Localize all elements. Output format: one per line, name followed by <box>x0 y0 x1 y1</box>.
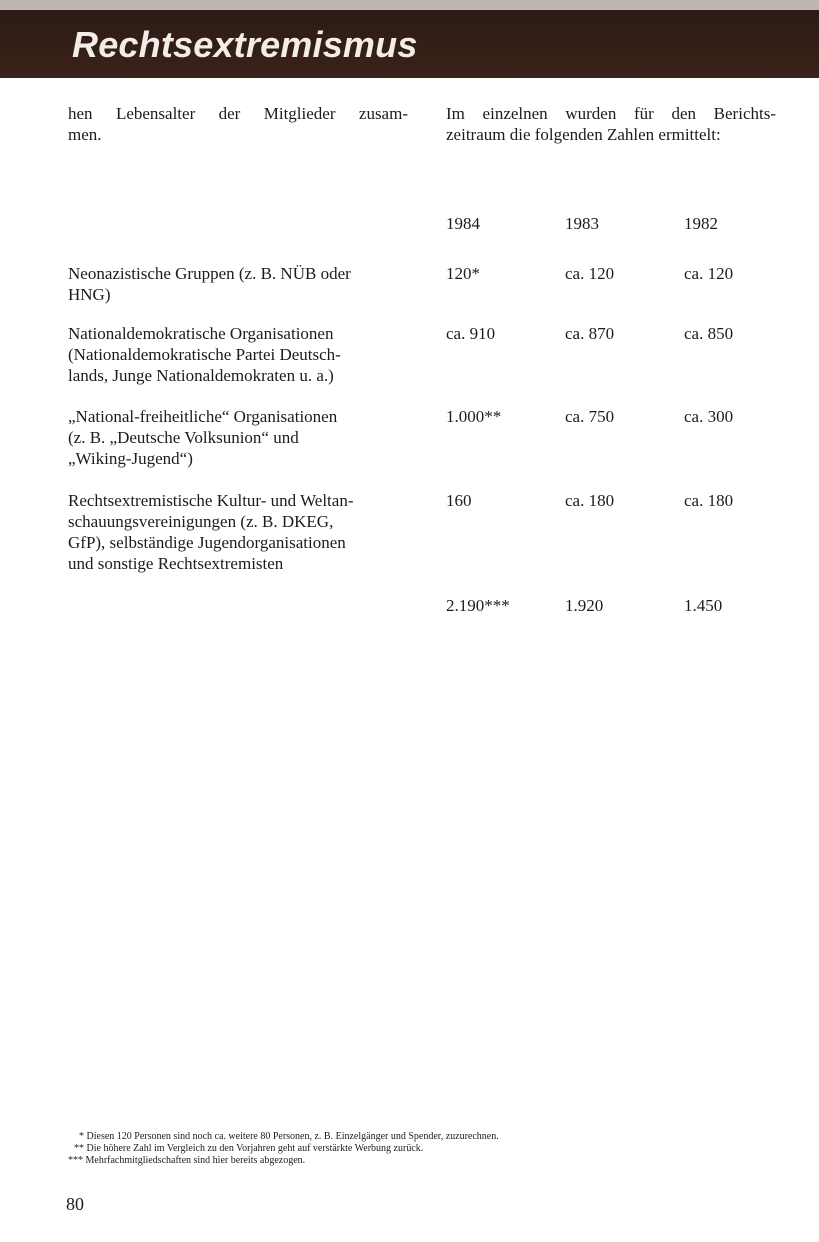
table-cell-1984: 120* <box>446 264 480 283</box>
intro-left-paragraph <box>68 103 408 145</box>
table-cell-1983: ca. 180 <box>565 491 615 510</box>
intro-left-line: men. <box>68 125 102 144</box>
row-label-line: „Wiking-Jugend“) <box>68 449 193 468</box>
banner-top-strip <box>0 0 819 10</box>
table-cell-1984: ca. 910 <box>446 324 496 343</box>
row-label-line: GfP), selbständige Jugendorganisationen <box>68 533 346 552</box>
table-row-label <box>68 406 413 469</box>
row-label-line: (z. B. „Deutsche Volksunion“ und <box>68 428 299 447</box>
row-label-line: (Nationaldemokratische Partei Deutsch- <box>68 345 341 364</box>
footnote: *** Mehrfachmitgliedschaften sind hier bereits abgezogen. <box>68 1155 306 1166</box>
intro-right-line: zeitraum die folgenden Zahlen ermittelt: <box>446 125 721 144</box>
table-cell-1983: ca. 870 <box>565 324 615 343</box>
intro-right-paragraph <box>446 103 776 145</box>
total-1983: 1.920 <box>565 596 604 615</box>
total-1984: 2.190*** <box>446 596 510 615</box>
column-header-1984: 1984 <box>446 214 480 233</box>
row-label-line: HNG) <box>68 285 111 304</box>
table-cell-1982: ca. 180 <box>684 491 734 510</box>
table-cell-1982: ca. 850 <box>684 324 734 343</box>
page-title: Rechtsextremismus <box>72 24 418 65</box>
footnote: * Diesen 120 Personen sind noch ca. weitere 80 Personen, z. B. Einzelgänger und Spender, zuzurechnen. <box>79 1131 499 1142</box>
row-label-line: Neonazistische Gruppen (z. B. NÜB oder <box>68 264 351 283</box>
header-banner <box>0 0 819 78</box>
row-label-line: und sonstige Rechtsextremisten <box>68 554 284 573</box>
row-label-line: Rechtsextremistische Kultur- und Weltan- <box>68 491 354 510</box>
row-label-line: Nationaldemokratische Organisationen <box>68 324 334 343</box>
table-row-label <box>68 323 413 386</box>
row-label-line: lands, Junge Nationaldemokraten u. a.) <box>68 366 334 385</box>
column-header-1982: 1982 <box>684 214 718 233</box>
table-cell-1982: ca. 300 <box>684 407 734 426</box>
intro-right-line: Im einzelnen wurden für den Berichts- <box>446 104 776 123</box>
row-label-line: „National-freiheitliche“ Organisationen <box>68 407 338 426</box>
table-cell-1983: ca. 120 <box>565 264 615 283</box>
page-number: 80 <box>66 1194 84 1214</box>
table-cell-1984: 1.000** <box>446 407 502 426</box>
column-header-1983: 1983 <box>565 214 599 233</box>
intro-left-line: hen Lebensalter der Mitglieder zusam- <box>68 104 408 123</box>
table-cell-1982: ca. 120 <box>684 264 734 283</box>
total-1982: 1.450 <box>684 596 723 615</box>
table-row-label <box>68 490 413 574</box>
row-label-line: schauungsvereinigungen (z. B. DKEG, <box>68 512 334 531</box>
table-cell-1983: ca. 750 <box>565 407 615 426</box>
footnote: ** Die höhere Zahl im Vergleich zu den Vorjahren geht auf verstärkte Werbung zurück. <box>74 1143 424 1154</box>
table-cell-1984: 160 <box>446 491 472 510</box>
table-row-label <box>68 263 413 305</box>
